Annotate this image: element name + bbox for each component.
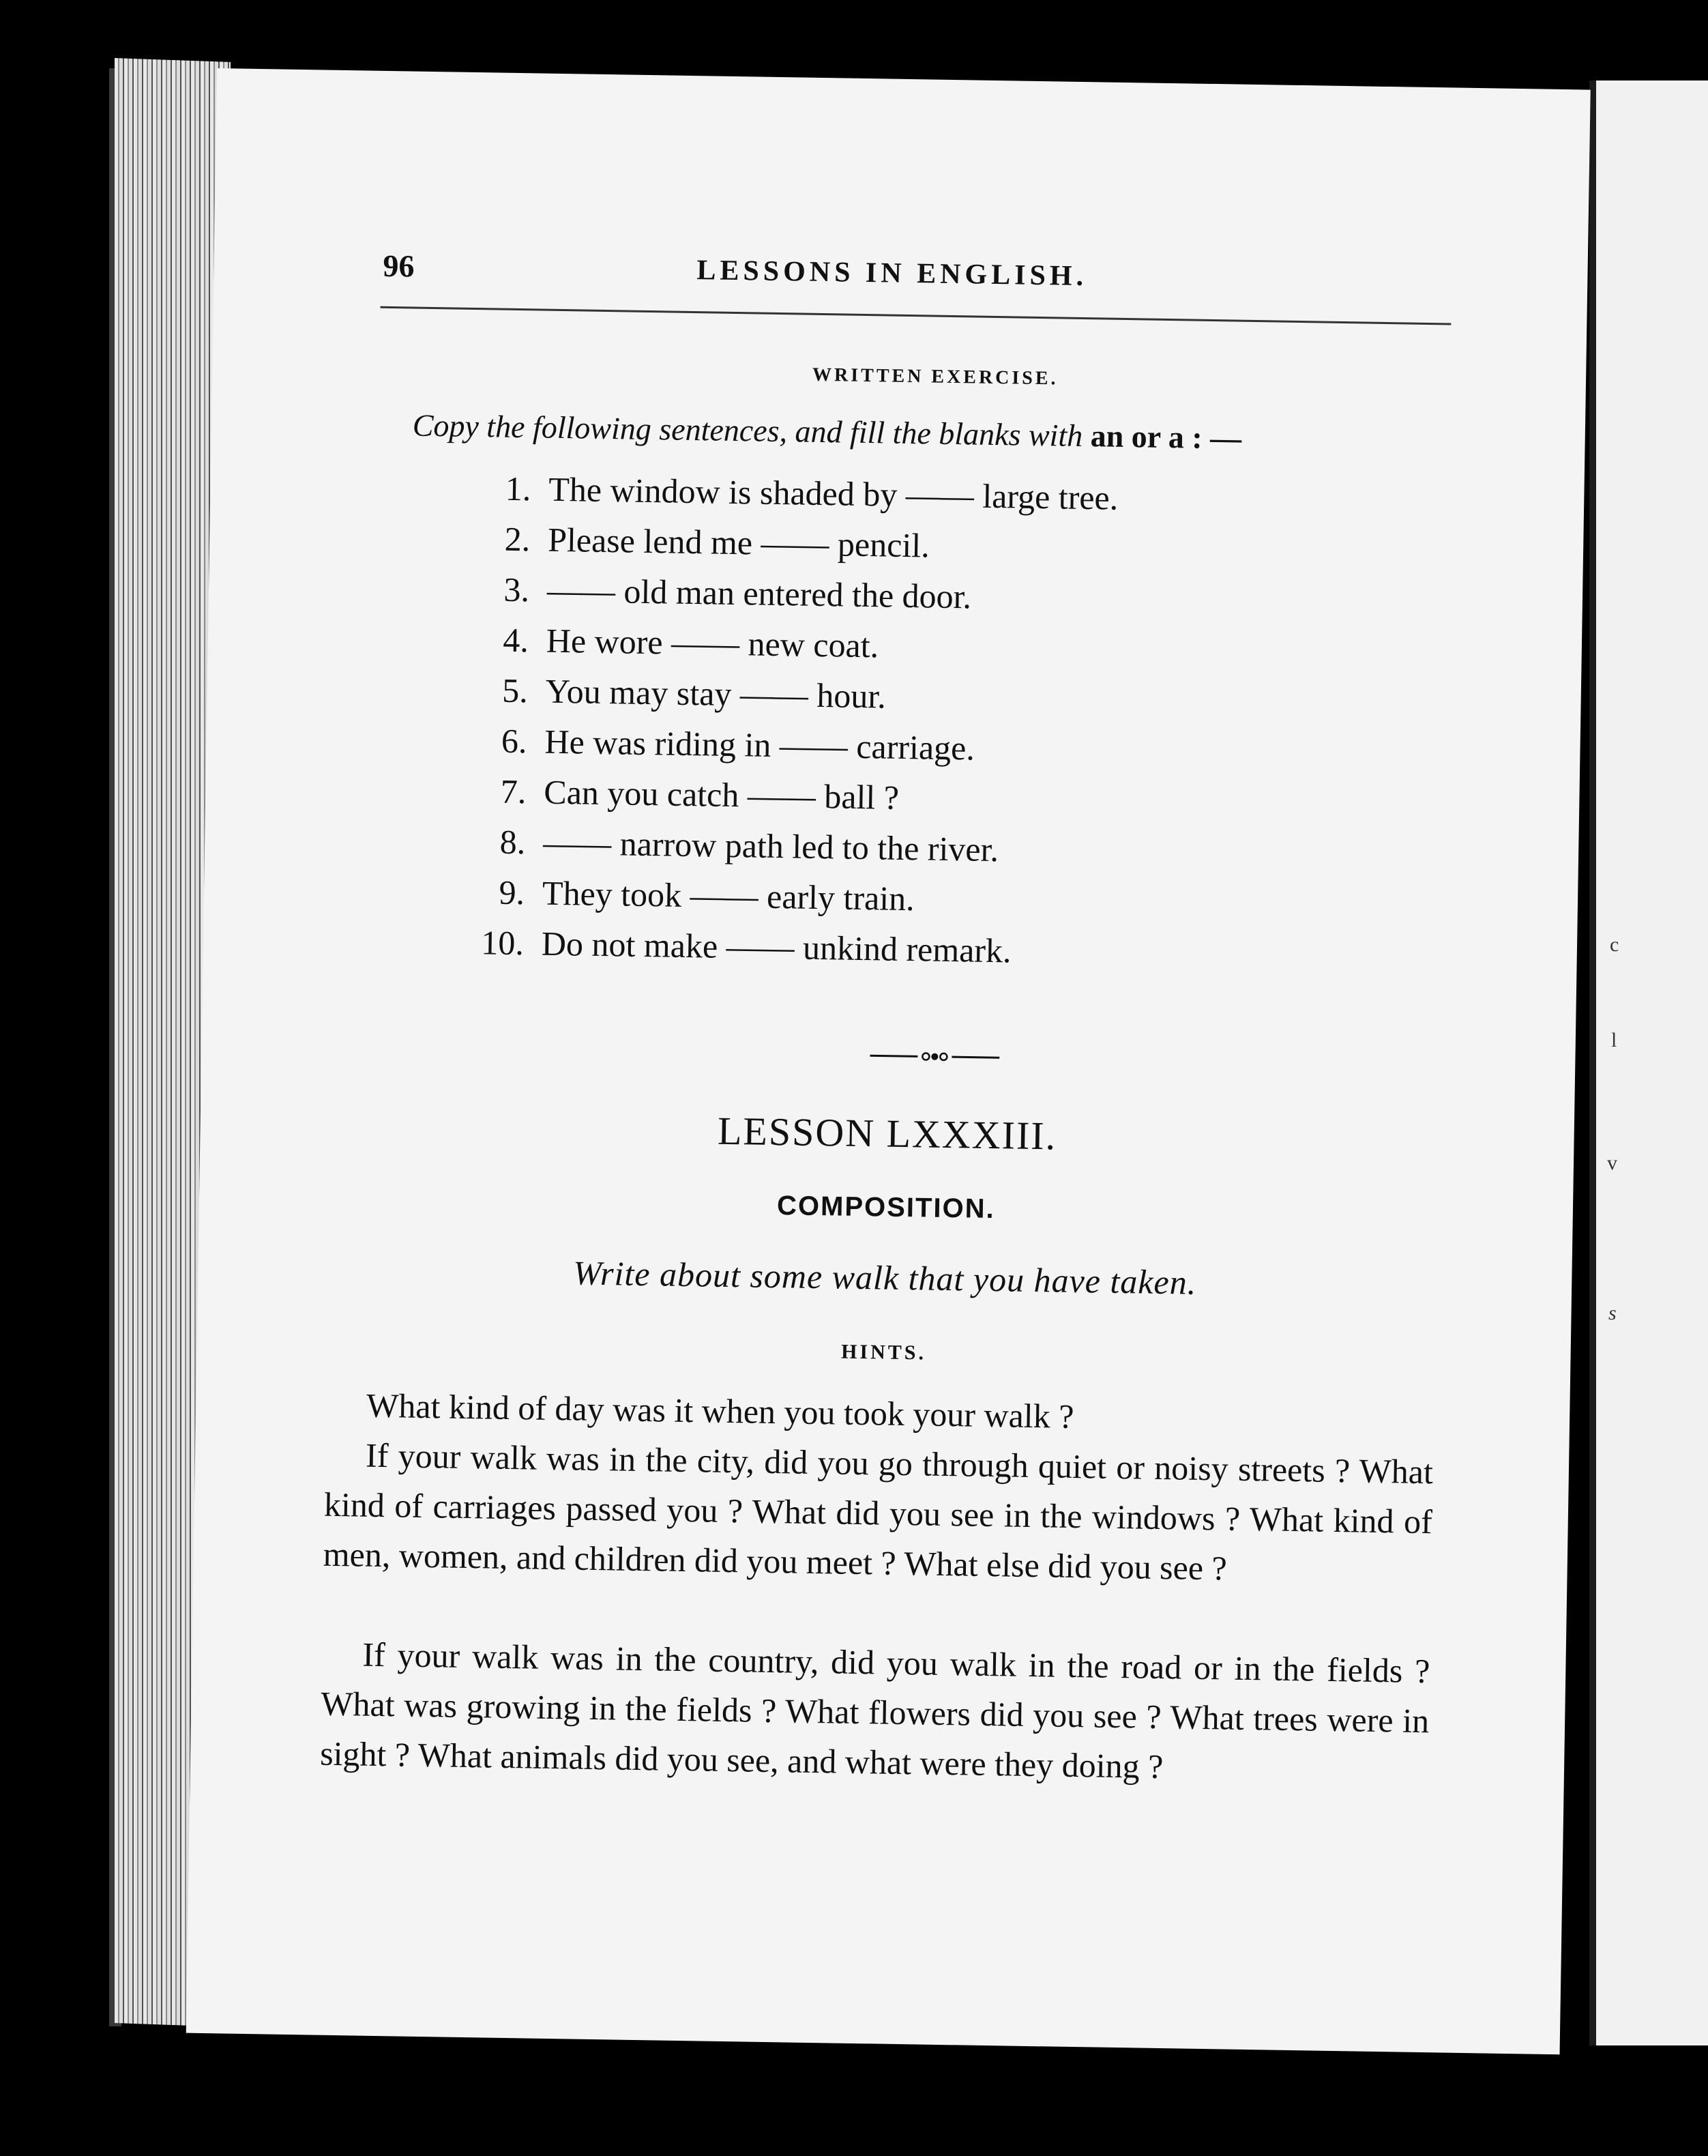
- item-number: 5.: [501, 671, 529, 710]
- item-number: 3.: [503, 570, 530, 609]
- list-item: [451, 771, 900, 826]
- adjacent-page: [1589, 81, 1708, 2045]
- exercise-list: [456, 468, 1411, 970]
- item-text: They took —— early train.: [542, 873, 915, 918]
- instruction-text: Copy the following sentences, and fill the blanks with: [412, 407, 1083, 453]
- item-text: Do not make —— unkind remark.: [541, 924, 1012, 970]
- list-item: [454, 569, 971, 625]
- assignment-prompt: Write about some walk that you have taken.: [572, 1253, 1197, 1302]
- item-text: The window is shaded by —— large tree.: [548, 469, 1119, 517]
- item-text: —— old man entered the door.: [546, 570, 972, 616]
- list-item: [450, 821, 999, 878]
- section-divider-ornament: [870, 1049, 999, 1064]
- list-item: [455, 519, 930, 574]
- adjacent-page-glyph: v: [1607, 1152, 1617, 1174]
- item-number: 1.: [505, 469, 531, 508]
- item-number: 6.: [501, 721, 528, 761]
- adjacent-page-glyph: l: [1611, 1029, 1617, 1051]
- paragraph-text: What kind of day was it when you took your walk ?: [366, 1386, 1074, 1436]
- item-number: 9.: [499, 873, 525, 912]
- item-text: He was riding in —— carriage.: [544, 722, 975, 768]
- paragraph-text: If your walk was in the country, did you walk in the road or in the fields ? What was growing in the fields ? What flowers did you see ? What trees were in sight ? What animals did you see, and what were they doing ?: [319, 1635, 1430, 1786]
- list-item: [448, 922, 1012, 979]
- lesson-subtitle: COMPOSITION.: [776, 1191, 996, 1225]
- running-head: [383, 242, 1447, 306]
- page-number: 96: [383, 248, 415, 284]
- exercise-instruction: [412, 407, 1463, 460]
- list-item: [456, 468, 1119, 526]
- adjacent-page-glyph: c: [1610, 933, 1619, 956]
- list-item: [449, 872, 915, 927]
- item-text: You may stay —— hour.: [545, 671, 887, 716]
- paragraph-indent: [321, 1665, 362, 1666]
- item-number: 10.: [480, 923, 525, 963]
- item-text: He wore —— new coat.: [546, 621, 879, 665]
- item-text: Can you catch —— ball ?: [543, 772, 900, 817]
- paragraph-indent: [325, 1466, 366, 1467]
- list-item: [452, 670, 886, 725]
- item-number: 2.: [504, 519, 531, 559]
- hints-heading: HINTS.: [840, 1340, 927, 1365]
- list-item: [452, 720, 975, 776]
- paragraph-text: If your walk was in the city, did you go through quiet or noisy streets ? What kind of carriages passed you ? What did you see in the windows ? What kind of men, women, and children did you meet ? What else did you see ?: [323, 1436, 1434, 1588]
- adjacent-page-glyph: s: [1608, 1302, 1617, 1324]
- lesson-title: LESSON LXXXIII.: [717, 1108, 1057, 1159]
- hint-paragraph: [323, 1430, 1433, 1597]
- item-number: 8.: [499, 822, 526, 862]
- item-number: 4.: [502, 620, 529, 660]
- header-rule: [381, 306, 1452, 325]
- hint-paragraph: [320, 1629, 1430, 1796]
- item-number: 7.: [500, 772, 527, 811]
- list-item: [453, 620, 879, 674]
- item-text: —— narrow path led to the river.: [542, 823, 999, 869]
- item-text: Please lend me —— pencil.: [547, 520, 930, 565]
- written-exercise-heading: WRITTEN EXERCISE.: [812, 364, 1059, 390]
- book-page: [186, 68, 1591, 2054]
- paragraph-indent: [325, 1416, 366, 1417]
- running-title: LESSONS IN ENGLISH.: [696, 254, 1088, 293]
- instruction-emphasis: an or a : —: [1090, 418, 1242, 456]
